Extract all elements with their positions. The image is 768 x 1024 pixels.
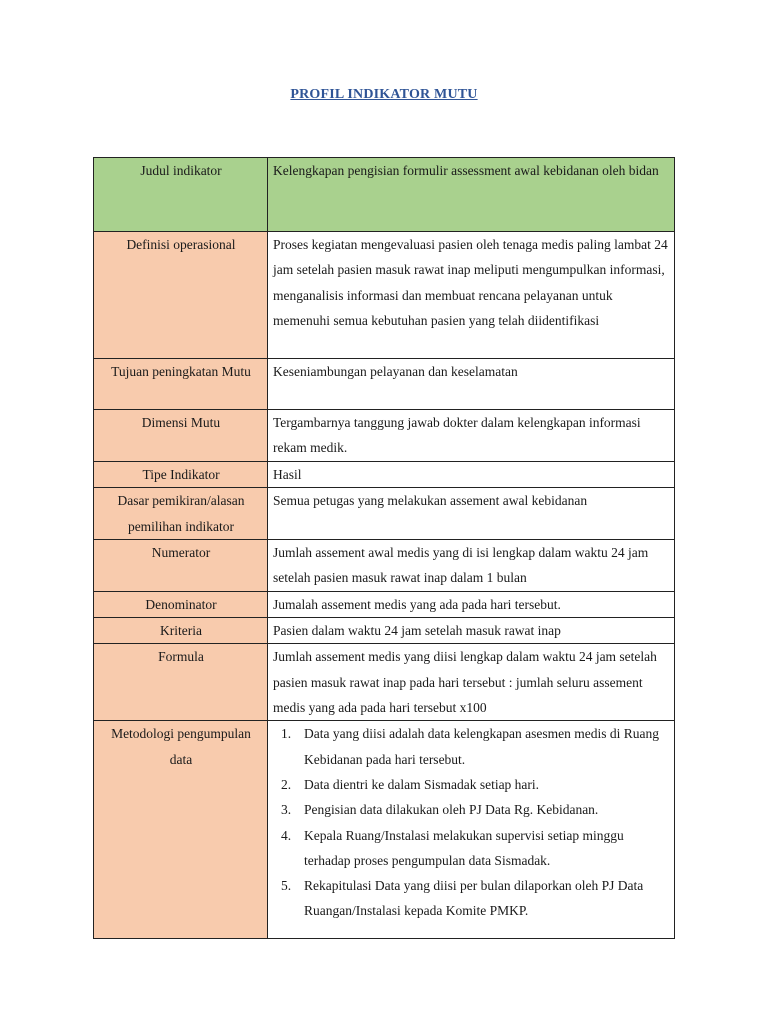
list-item-number: 3. (281, 802, 292, 818)
list-item-text: Data yang diisi adalah data kelengkapan asesmen medis di Ruang Kebidanan pada hari tersebut. (304, 726, 660, 767)
list-item (273, 823, 670, 874)
label-kriteria: Kriteria (94, 618, 268, 644)
label-formula: Formula (94, 644, 268, 721)
list-item-number: 2. (281, 776, 292, 792)
label-tipe-indikator: Tipe Indikator (94, 462, 268, 488)
list-item-text: Pengisian data dilakukan oleh PJ Data Rg. Kebidanan. (304, 802, 599, 818)
list-item (273, 797, 670, 822)
row-tipe-indikator (94, 462, 675, 488)
value-tipe-indikator: Hasil (268, 462, 675, 488)
page-title: PROFIL INDIKATOR MUTU (290, 87, 478, 102)
label-dasar-pemikiran: Dasar pemikiran/alasan pemilihan indikator (94, 488, 268, 540)
value-tujuan-peningkatan-mutu: Keseniambungan pelayanan dan keselamatan (268, 359, 675, 410)
label-numerator: Numerator (94, 539, 268, 591)
list-item-text: Kepala Ruang/Instalasi melakukan supervisi setiap minggu terhadap proses pengumpulan data Sismadak. (304, 827, 624, 868)
value-numerator: Jumlah assement awal medis yang di isi lengkap dalam waktu 24 jam setelah pasien masuk rawat inap dalam 1 bulan (268, 539, 675, 591)
list-item-number: 1. (281, 726, 292, 742)
row-definisi-operasional (94, 232, 675, 359)
value-dimensi-mutu: Tergambarnya tanggung jawab dokter dalam kelengkapan informasi rekam medik. (268, 410, 675, 462)
label-judul-indikator: Judul indikator (94, 158, 268, 232)
row-formula (94, 644, 675, 721)
row-dimensi-mutu (94, 410, 675, 462)
label-dimensi-mutu: Dimensi Mutu (94, 410, 268, 462)
value-kriteria: Pasien dalam waktu 24 jam setelah masuk rawat inap (268, 618, 675, 644)
list-item-text: Data dientri ke dalam Sismadak setiap hari. (304, 776, 540, 792)
method-list (273, 721, 670, 923)
value-definisi-operasional: Proses kegiatan mengevaluasi pasien oleh tenaga medis paling lambat 24 jam setelah pasien masuk rawat inap meliputi mengumpulkan informasi, menganalisis informasi dan membuat rencana pelayanan untuk memenuhi semua kebutuhan pasien yang telah diidentifikasi (268, 232, 675, 359)
label-tujuan-peningkatan-mutu: Tujuan peningkatan Mutu (94, 359, 268, 410)
list-item-number: 4. (281, 827, 292, 843)
row-metodologi (94, 721, 675, 939)
row-numerator (94, 539, 675, 591)
list-item (273, 721, 670, 772)
value-denominator: Jumalah assement medis yang ada pada hari tersebut. (268, 591, 675, 617)
row-kriteria (94, 618, 675, 644)
label-definisi-operasional: Definisi operasional (94, 232, 268, 359)
row-judul-indikator (94, 158, 675, 232)
value-formula: Jumlah assement medis yang diisi lengkap dalam waktu 24 jam setelah pasien masuk rawat inap pada hari tersebut : jumlah seluru assement medis yang ada pada hari tersebut x100 (268, 644, 675, 721)
list-item (273, 873, 670, 924)
list-item-text: Rekapitulasi Data yang diisi per bulan dilaporkan oleh PJ Data Ruangan/Instalasi kepada Komite PMKP. (304, 878, 644, 919)
indicator-profile-table (93, 157, 675, 939)
list-item (273, 772, 670, 797)
row-denominator (94, 591, 675, 617)
label-denominator: Denominator (94, 591, 268, 617)
label-metodologi: Metodologi pengumpulan data (94, 721, 268, 939)
value-dasar-pemikiran: Semua petugas yang melakukan assement awal kebidanan (268, 488, 675, 540)
row-dasar-pemikiran (94, 488, 675, 540)
list-item-number: 5. (281, 878, 292, 894)
row-tujuan-peningkatan-mutu (94, 359, 675, 410)
value-judul-indikator: Kelengkapan pengisian formulir assessment awal kebidanan oleh bidan (268, 158, 675, 232)
value-metodologi (268, 721, 675, 939)
